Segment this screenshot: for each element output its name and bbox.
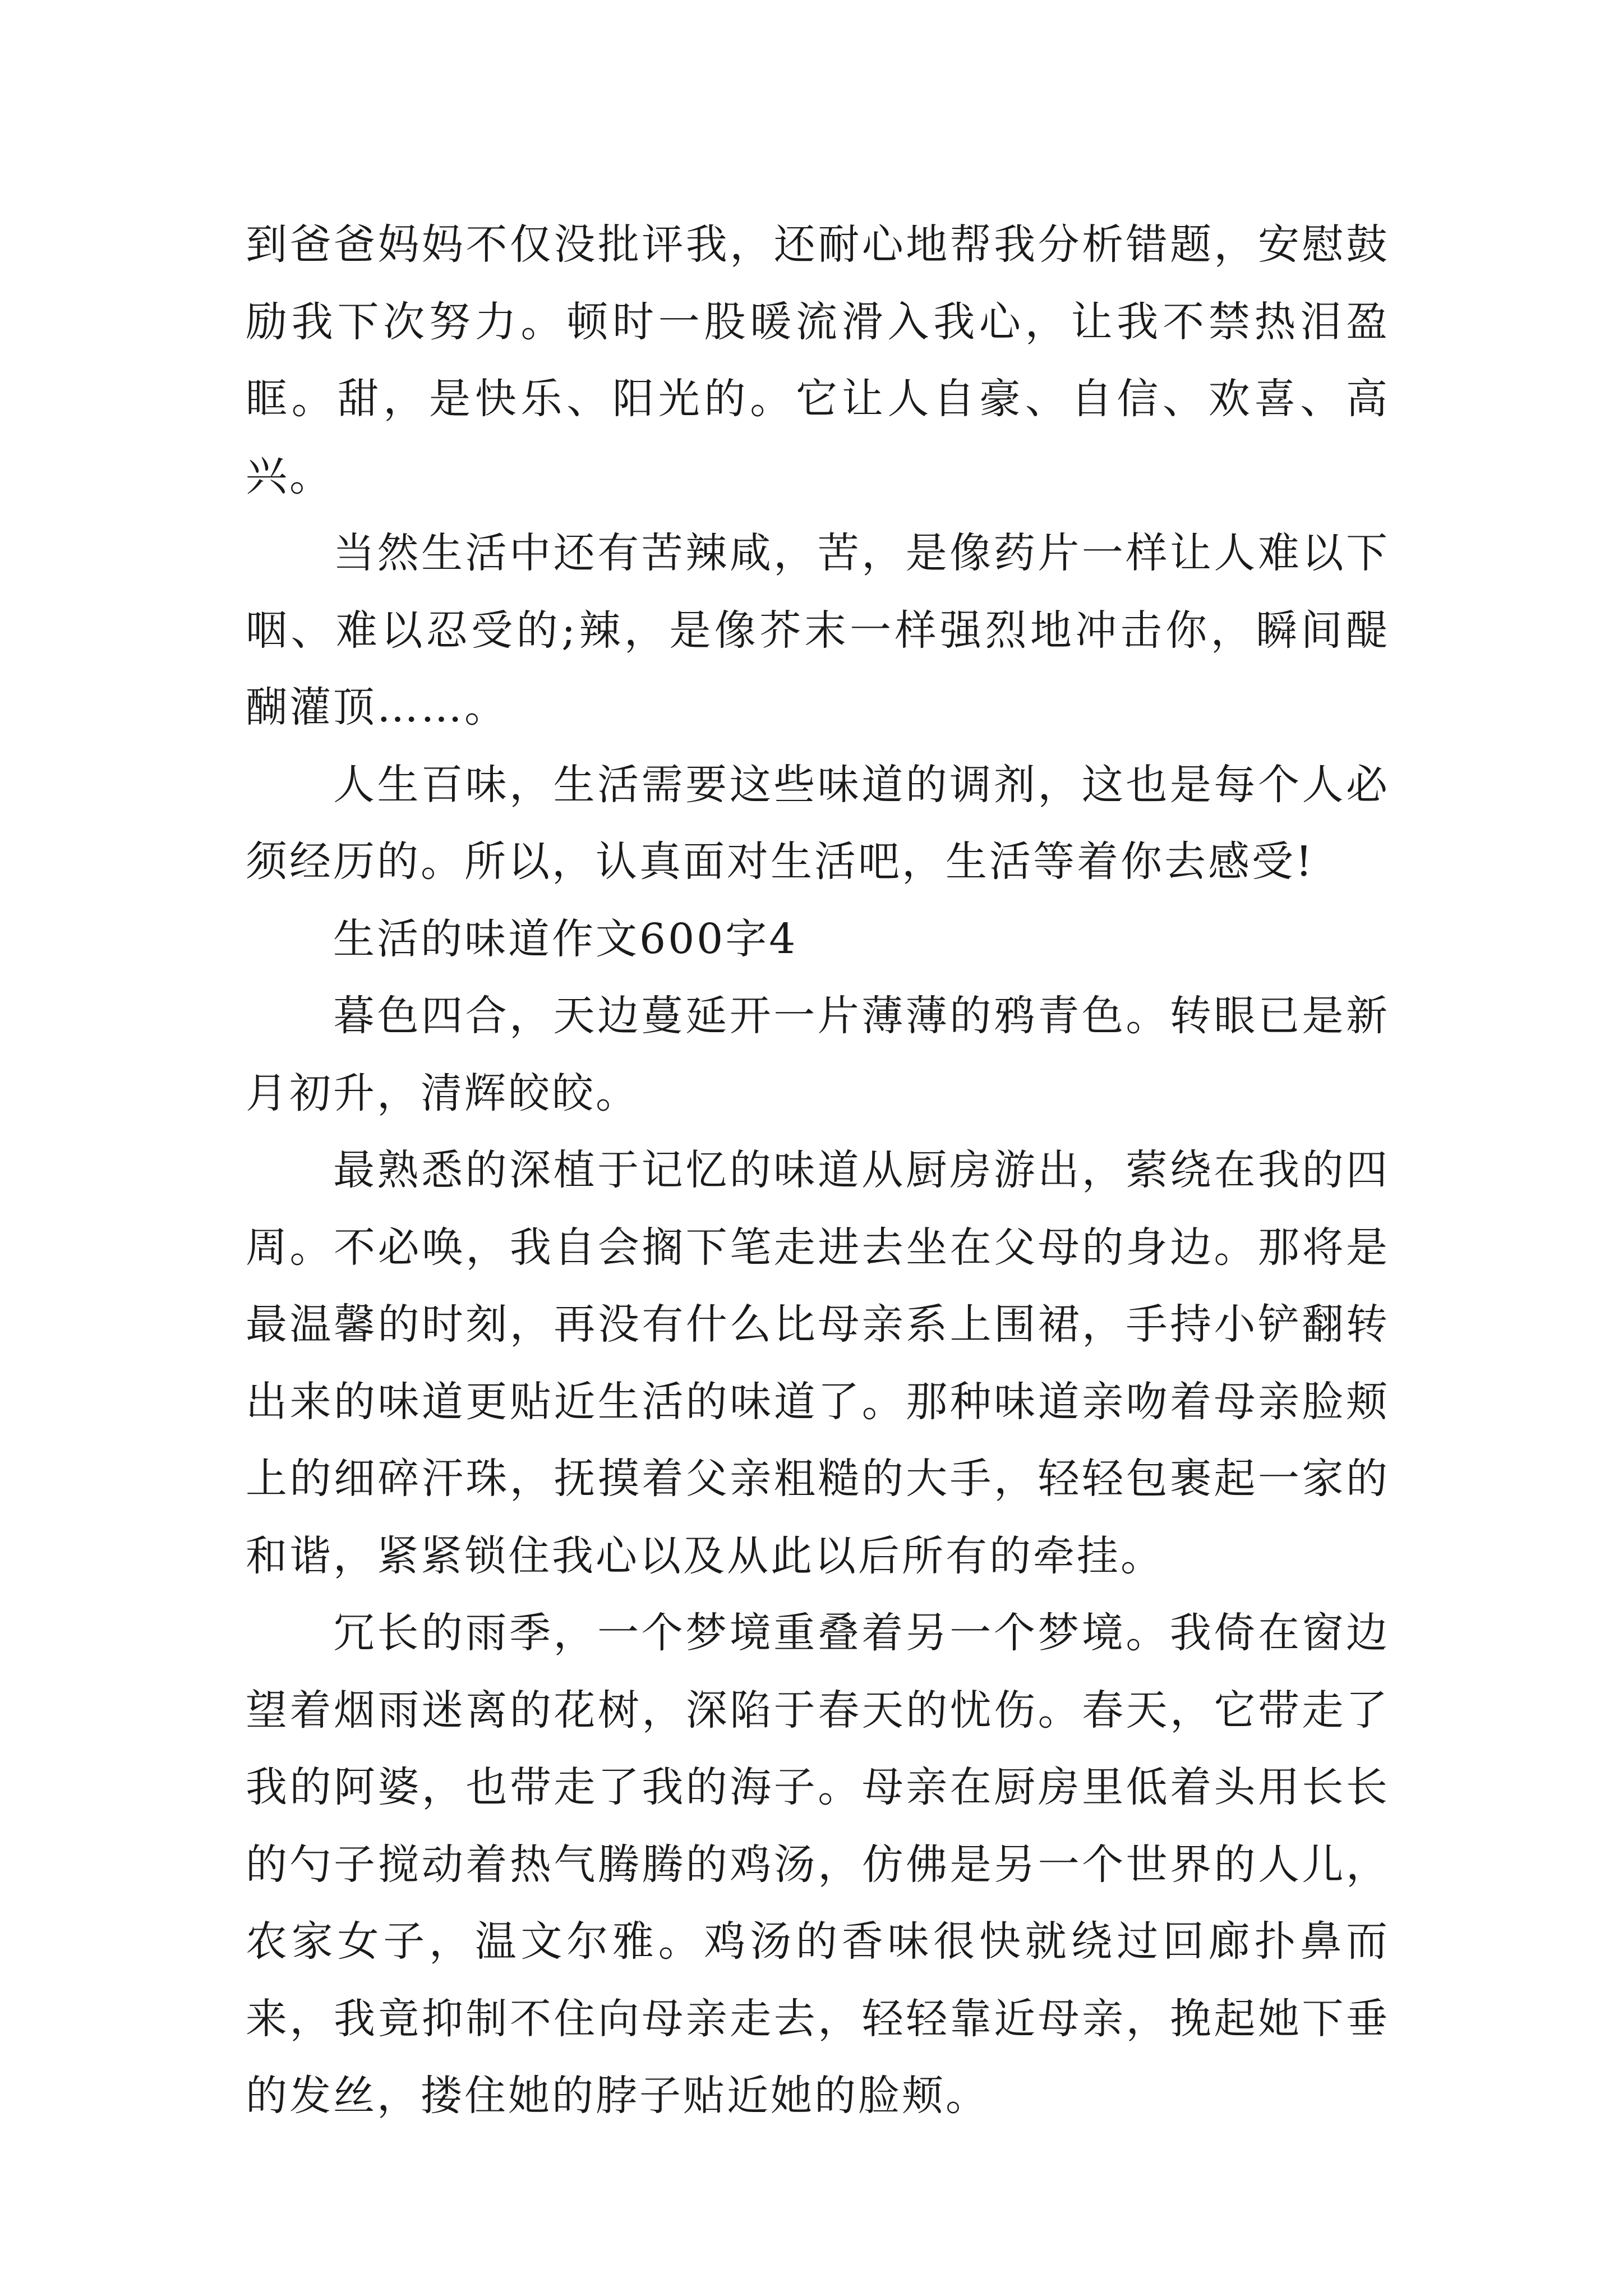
paragraph-dusk: 暮色四合，天边蔓延开一片薄薄的鸦青色。转眼已是新月初升，清辉皎皎。 bbox=[246, 992, 1390, 1117]
paragraph-bitter-spicy: 当然生活中还有苦辣咸，苦，是像药片一样让人难以下咽、难以忍受的;辣，是像芥末一样强烈地冲击你，瞬间醍醐灌顶……。 bbox=[246, 529, 1390, 731]
paragraph-rainy-season: 冗长的雨季，一个梦境重叠着另一个梦境。我倚在窗边望着烟雨迷离的花树，深陷于春天的忧伤。春天，它带走了我的阿婆，也带走了我的海子。母亲在厨房里低着头用长长的勺子搅动着热气腾腾的鸡汤，仿佛是另一个世界的人儿，农家女子，温文尔雅。鸡汤的香味很快就绕过回廊扑鼻而来，我竟抑制不住向母亲走去，轻轻靠近母亲，挽起她下垂的发丝，搂住她的脖子贴近她的脸颊。 bbox=[246, 1609, 1390, 2120]
section-heading: 生活的味道作文600字4 bbox=[333, 914, 798, 963]
paragraph-conclusion: 人生百味，生活需要这些味道的调剂，这也是每个人必须经历的。所以，认真面对生活吧，生活等着你去感受! bbox=[246, 760, 1390, 886]
paragraph-continuation: 到爸爸妈妈不仅没批评我，还耐心地帮我分析错题，安慰鼓励我下次努力。顿时一股暖流滑入我心，让我不禁热泪盈眶。甜，是快乐、阳光的。它让人自豪、自信、欢喜、高兴。 bbox=[246, 220, 1390, 500]
article-body bbox=[246, 206, 1390, 2135]
paragraph-kitchen: 最熟悉的深植于记忆的味道从厨房游出，萦绕在我的四周。不必唤，我自会搁下笔走进去坐在父母的身边。那将是最温馨的时刻，再没有什么比母亲系上围裙，手持小铲翻转出来的味道更贴近生活的味道了。那种味道亲吻着母亲脸颊上的细碎汗珠，抚摸着父亲粗糙的大手，轻轻包裹起一家的和谐，紧紧锁住我心以及从此以后所有的牵挂。 bbox=[246, 1146, 1390, 1580]
